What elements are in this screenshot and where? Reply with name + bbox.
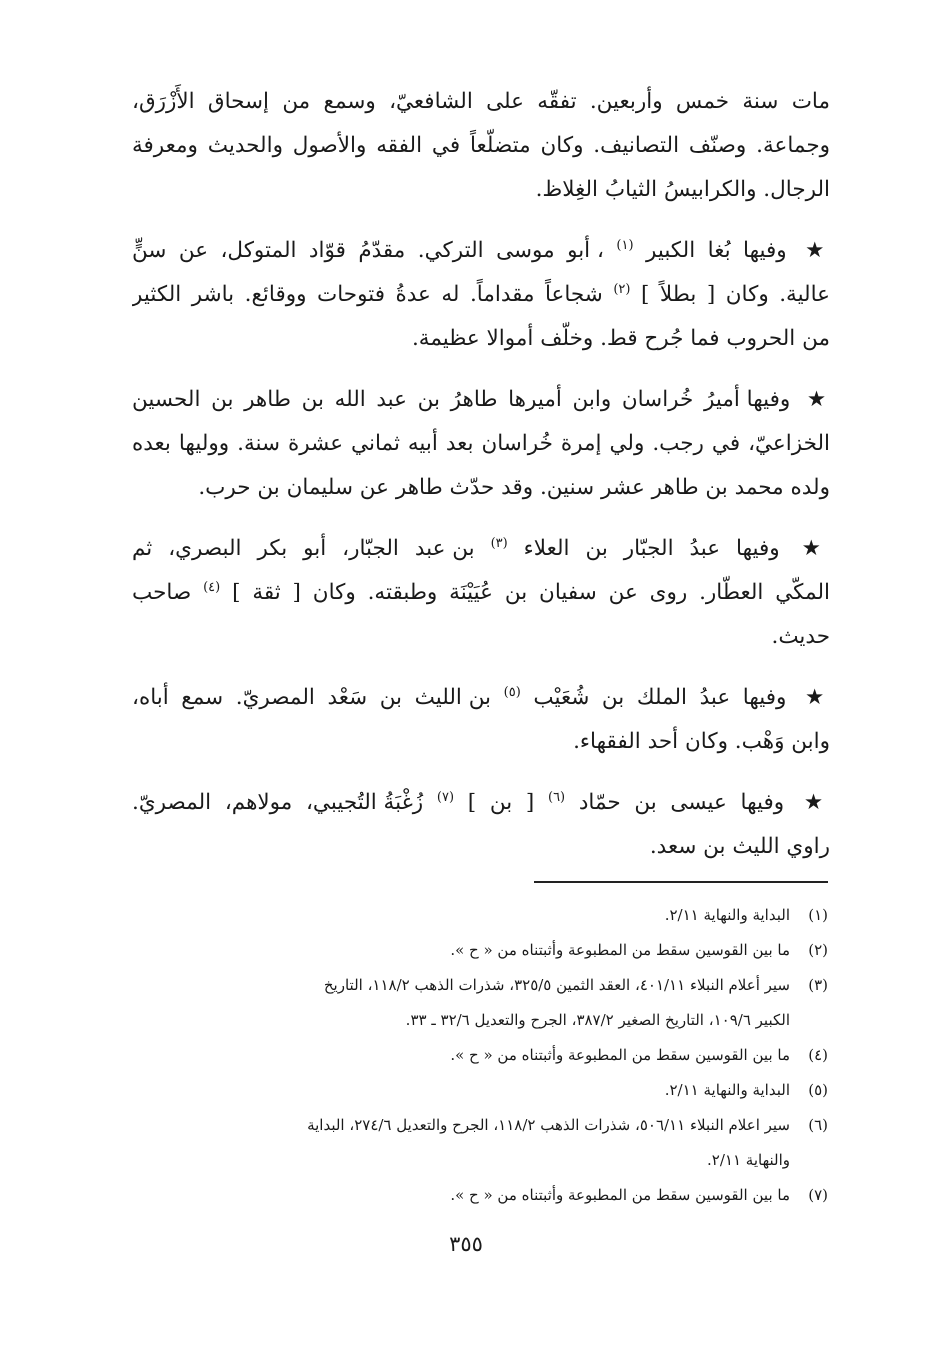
text-line: حديث. <box>771 624 830 649</box>
footnote-number: (٦) <box>808 1116 828 1134</box>
text-run: صاحب <box>132 580 192 605</box>
footnote-ref[interactable]: (٤) <box>203 579 221 595</box>
footnote-ref[interactable]: (٣) <box>490 535 508 551</box>
footnote-item <box>130 933 828 968</box>
text-run: وفيها عيسى بن حمّاد <box>578 790 785 815</box>
footnote-ref[interactable]: (١) <box>616 237 634 253</box>
footnote-ref[interactable]: (٢) <box>613 281 631 297</box>
text-run: شجاعاً مقداماً. له عدةُ فتوحات ووقائع. باشر الكثير <box>132 282 603 307</box>
text-line <box>132 229 830 273</box>
text-line <box>132 378 830 422</box>
footnote-number: (٧) <box>808 1186 828 1204</box>
footnote-number: (٢) <box>808 941 828 959</box>
paragraph-entry-tahir <box>132 378 830 510</box>
star-bullet-icon: ★ <box>804 685 830 710</box>
text-line <box>132 571 830 615</box>
footnote-line: ما بين القوسين سقط من المطبوعة وأثبتناه من « ح ». <box>450 1046 790 1064</box>
star-bullet-icon: ★ <box>806 387 830 412</box>
footnote-ref[interactable]: (٧) <box>436 789 455 805</box>
footnote-text <box>130 1073 790 1108</box>
footnote-line: سير اعلام النبلاء ٥٠٦/١١، شذرات الذهب ١١٨/٢، الجرح والتعديل ٢٧٤/٦، البداية <box>307 1116 790 1134</box>
paragraph-entry-bugha <box>132 229 830 361</box>
main-text <box>132 80 830 886</box>
star-bullet-icon: ★ <box>805 238 830 263</box>
paragraph-entry-isa <box>132 781 830 869</box>
footnote-text <box>130 1178 790 1213</box>
text-line: من الحروب فما جُرح قط. وخلّف أموالا عظيمة. <box>411 326 830 351</box>
text-run: المكّي العطّار. روى عن سفيان بن عُيَيْنَة وطبقته. وكان [ ثقة ] <box>232 580 830 605</box>
footnote-item <box>130 968 828 1038</box>
footnote-item <box>130 1178 828 1213</box>
footnote-item <box>130 1038 828 1073</box>
text-line: وابن وَهْب. وكان أحد الفقهاء. <box>573 729 830 754</box>
text-line <box>132 781 830 825</box>
text-run: وفيها عبدُ الملك بن شُعَيْب <box>533 685 787 710</box>
footnote-line: ما بين القوسين سقط من المطبوعة وأثبتناه من « ح ». <box>450 1186 790 1204</box>
footnote-text <box>130 933 790 968</box>
footnote-line: البداية والنهاية ٢/١١. <box>664 1081 790 1099</box>
footnote-line: والنهاية ٢/١١. <box>707 1151 790 1169</box>
paragraph-entry-abd-al-malik <box>132 676 830 764</box>
text-line: مات سنة خمس وأربعين. تفقّه على الشافعيّ، وسمع من إسحاق الأَزْرَق، <box>132 89 830 114</box>
footnote-line: البداية والنهاية ٢/١١. <box>664 906 790 924</box>
footnote-ref[interactable]: (٥) <box>503 684 521 700</box>
text-line: ولده محمد بن طاهر عشر سنين. وقد حدّث طاهر عن سليمان بن حرب. <box>198 475 830 500</box>
text-run: بن عبد الجبّار، أبو بكر البصري، ثم <box>132 536 475 561</box>
footnote-text <box>130 898 790 933</box>
text-line <box>132 273 830 317</box>
footnote-separator <box>534 881 828 883</box>
text-run: وفيها بُغا الكبير <box>645 238 787 263</box>
page-number: ٣٥٥ <box>449 1232 483 1256</box>
text-run: وفيها أميرُ خُراسان وابن أميرها طاهرُ بن عبد الله بن طاهر بن الحسين <box>132 387 791 412</box>
text-run: وفيها عبدُ الجبّار بن العلاء <box>523 536 780 561</box>
footnote-number: (٤) <box>808 1046 828 1064</box>
text-run: زُغْبَةُ التُجيبي، مولاهم، المصريّ. <box>132 790 424 815</box>
text-line <box>132 676 830 720</box>
footnote-number: (٣) <box>808 976 828 994</box>
text-run: عالية. وكان [ بطلاً ] <box>641 282 830 307</box>
footnote-item <box>130 898 828 933</box>
text-run: بن الليث بن سَعْد المصريّ. سمع أباه، <box>132 685 492 710</box>
footnote-number: (١) <box>808 906 828 924</box>
footnotes <box>130 898 828 1213</box>
footnote-line: سير أعلام النبلاء ٤٠١/١١، العقد الثمين ٣٢٥/٥، شذرات الذهب ١١٨/٢، التاريخ <box>323 976 790 994</box>
footnote-ref[interactable]: (٦) <box>547 789 566 805</box>
text-line: الخزاعيّ، في رجب. ولي إمرة خُراسان بعد أبيه ثماني عشرة سنة. ووليها بعده <box>132 431 830 456</box>
footnote-text <box>130 1108 790 1178</box>
footnote-item <box>130 1108 828 1178</box>
footnote-line: الكبير ١٠٩/٦، التاريخ الصغير ٣٨٧/٢، الجرح والتعديل ٣٢/٦ ـ ٣٣. <box>405 1011 790 1029</box>
footnote-number: (٥) <box>808 1081 828 1099</box>
star-bullet-icon: ★ <box>801 536 830 561</box>
footnote-text <box>130 968 790 1038</box>
footnote-item <box>130 1073 828 1108</box>
text-line: وجماعة. وصنّف التصانيف. وكان متضلّعاً في الفقه والأصول والحديث ومعرفة <box>132 133 830 158</box>
star-bullet-icon: ★ <box>803 790 830 815</box>
paragraph-entry-abd-al-jabbar <box>132 527 830 659</box>
paragraph-continuation <box>132 80 830 212</box>
footnote-line: ما بين القوسين سقط من المطبوعة وأثبتناه من « ح ». <box>450 941 790 959</box>
text-run: ، أبو موسى التركي. مقدّمُ قوّاد المتوكل، عن سنٍّ <box>132 238 604 263</box>
text-line: الرجال. والكرابيسُ الثيابُ الغِلاظ. <box>535 177 830 202</box>
text-line: راوي الليث بن سعد. <box>649 834 830 859</box>
text-line <box>132 527 830 571</box>
footnote-text <box>130 1038 790 1073</box>
text-run: [ بن ] <box>467 790 535 815</box>
